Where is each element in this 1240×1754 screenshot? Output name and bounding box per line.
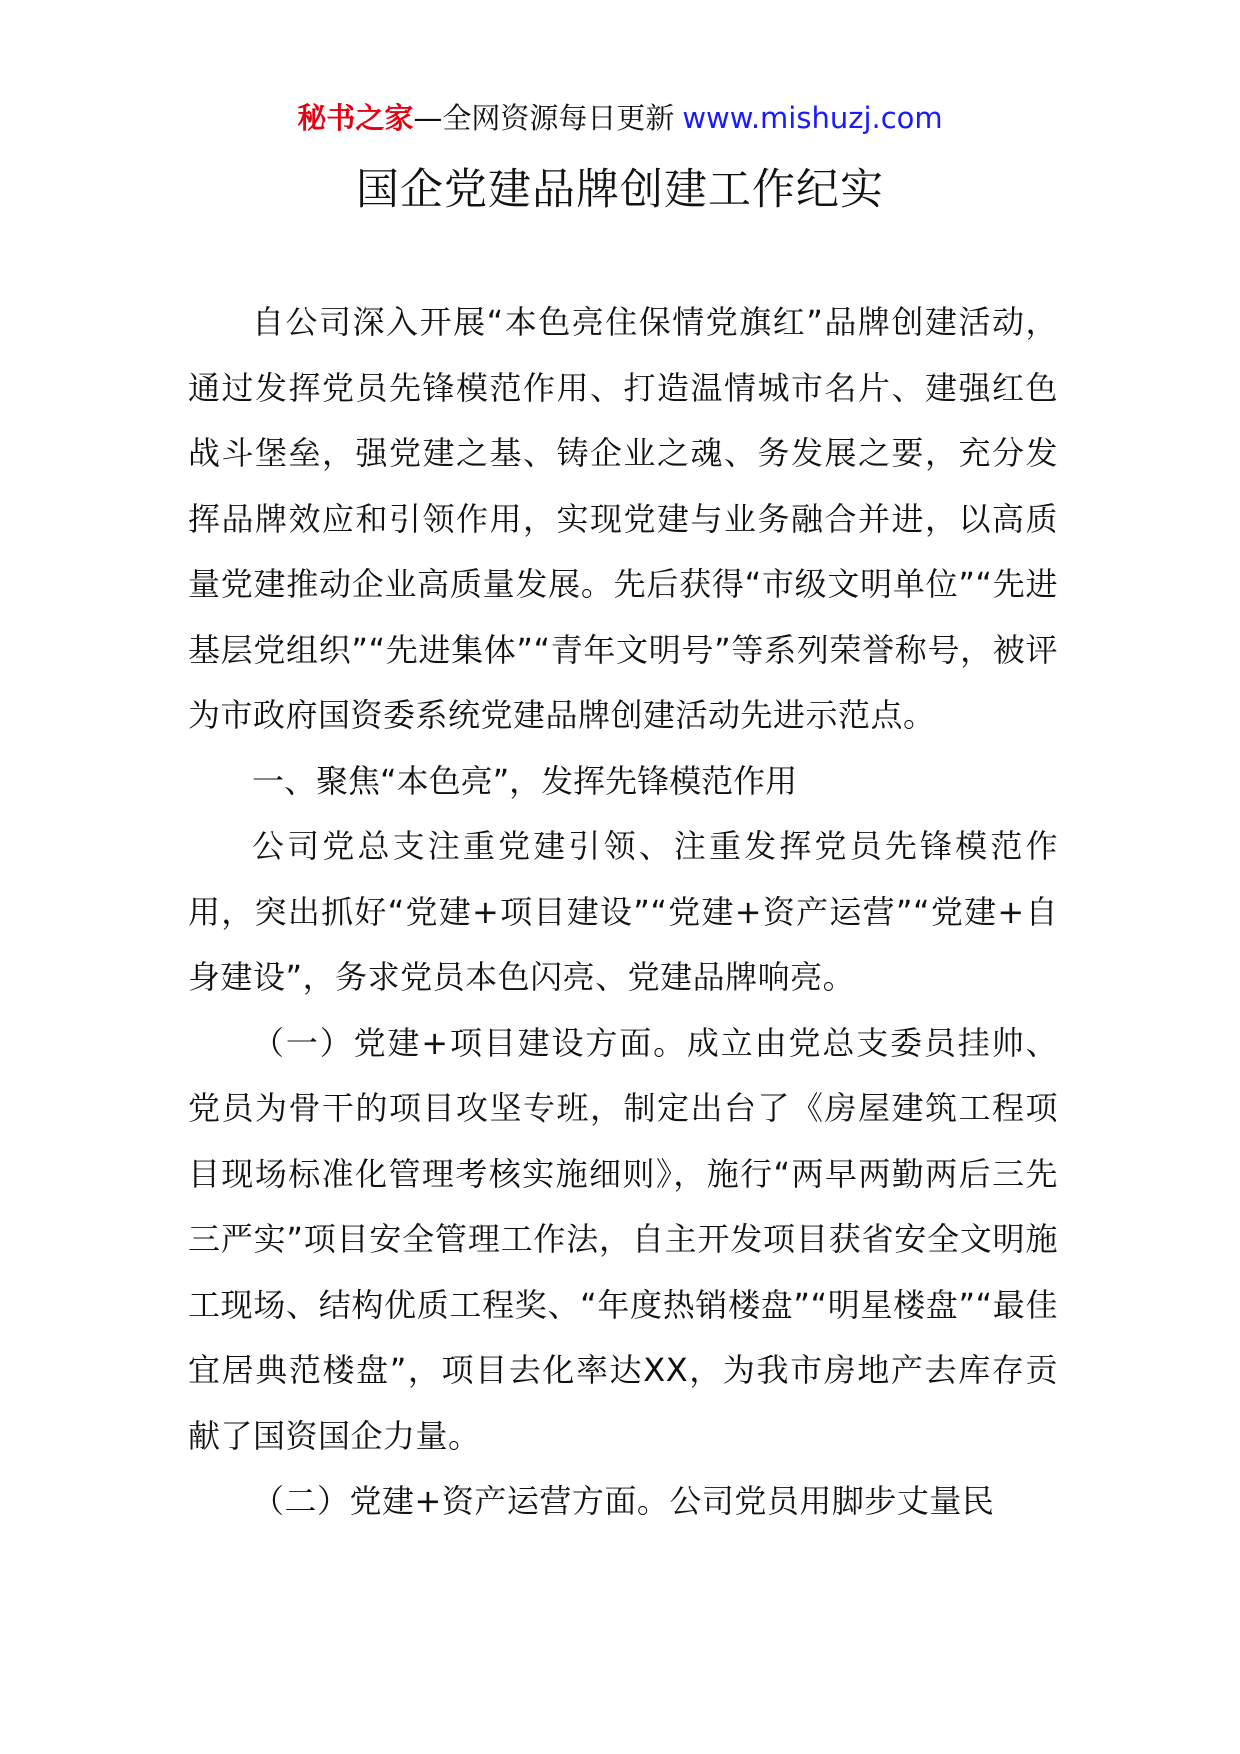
header-tagline: —全网资源每日更新	[413, 101, 675, 135]
document-title: 国企党建品牌创建工作纪实	[356, 165, 884, 215]
paragraph-section-1-intro: 公司党总支注重党建引领、注重发挥党员先锋模范作用，突出抓好“党建+项目建设”“党建+资产运营”“党建+自身建设”，务求党员本色闪亮、党建品牌响亮。	[188, 827, 1058, 996]
site-header	[0, 98, 1240, 138]
section-heading-1: 一、聚焦“本色亮”，发挥先锋模范作用	[252, 761, 798, 800]
brand-name: 秘书之家	[297, 101, 414, 135]
paragraph-intro: 自公司深入开展“本色亮住保情党旗红”品牌创建活动，通过发挥党员先锋模范作用、打造温情城市名片、建强红色战斗堡垒，强党建之基、铸企业之魂、务发展之要，充分发挥品牌效应和引领作用，实现党建与业务融合并进，以高质量党建推动企业高质量发展。先后获得“市级文明单位”“先进基层党组织”“先进集体”“青年文明号”等系列荣誉称号，被评为市政府国资委系统党建品牌创建活动先进示范点。	[188, 303, 1058, 734]
document-body	[188, 290, 1058, 1535]
site-url-link[interactable]: www.mishuzj.com	[682, 101, 943, 135]
paragraph-project-construction: （一）党建+项目建设方面。成立由党总支委员挂帅、党员为骨干的项目攻坚专班，制定出台了《房屋建筑工程项目现场标准化管理考核实施细则》，施行“两早两勤两后三先三严实”项目安全管理工作法，自主开发项目获省安全文明施工现场、结构优质工程奖、“年度热销楼盘”“明星楼盘”“最佳宜居典范楼盘”，项目去化率达XX，为我市房地产去库存贡献了国资国企力量。	[188, 1023, 1058, 1455]
paragraph-asset-operation: （二）党建+资产运营方面。公司党员用脚步丈量民	[252, 1482, 995, 1520]
